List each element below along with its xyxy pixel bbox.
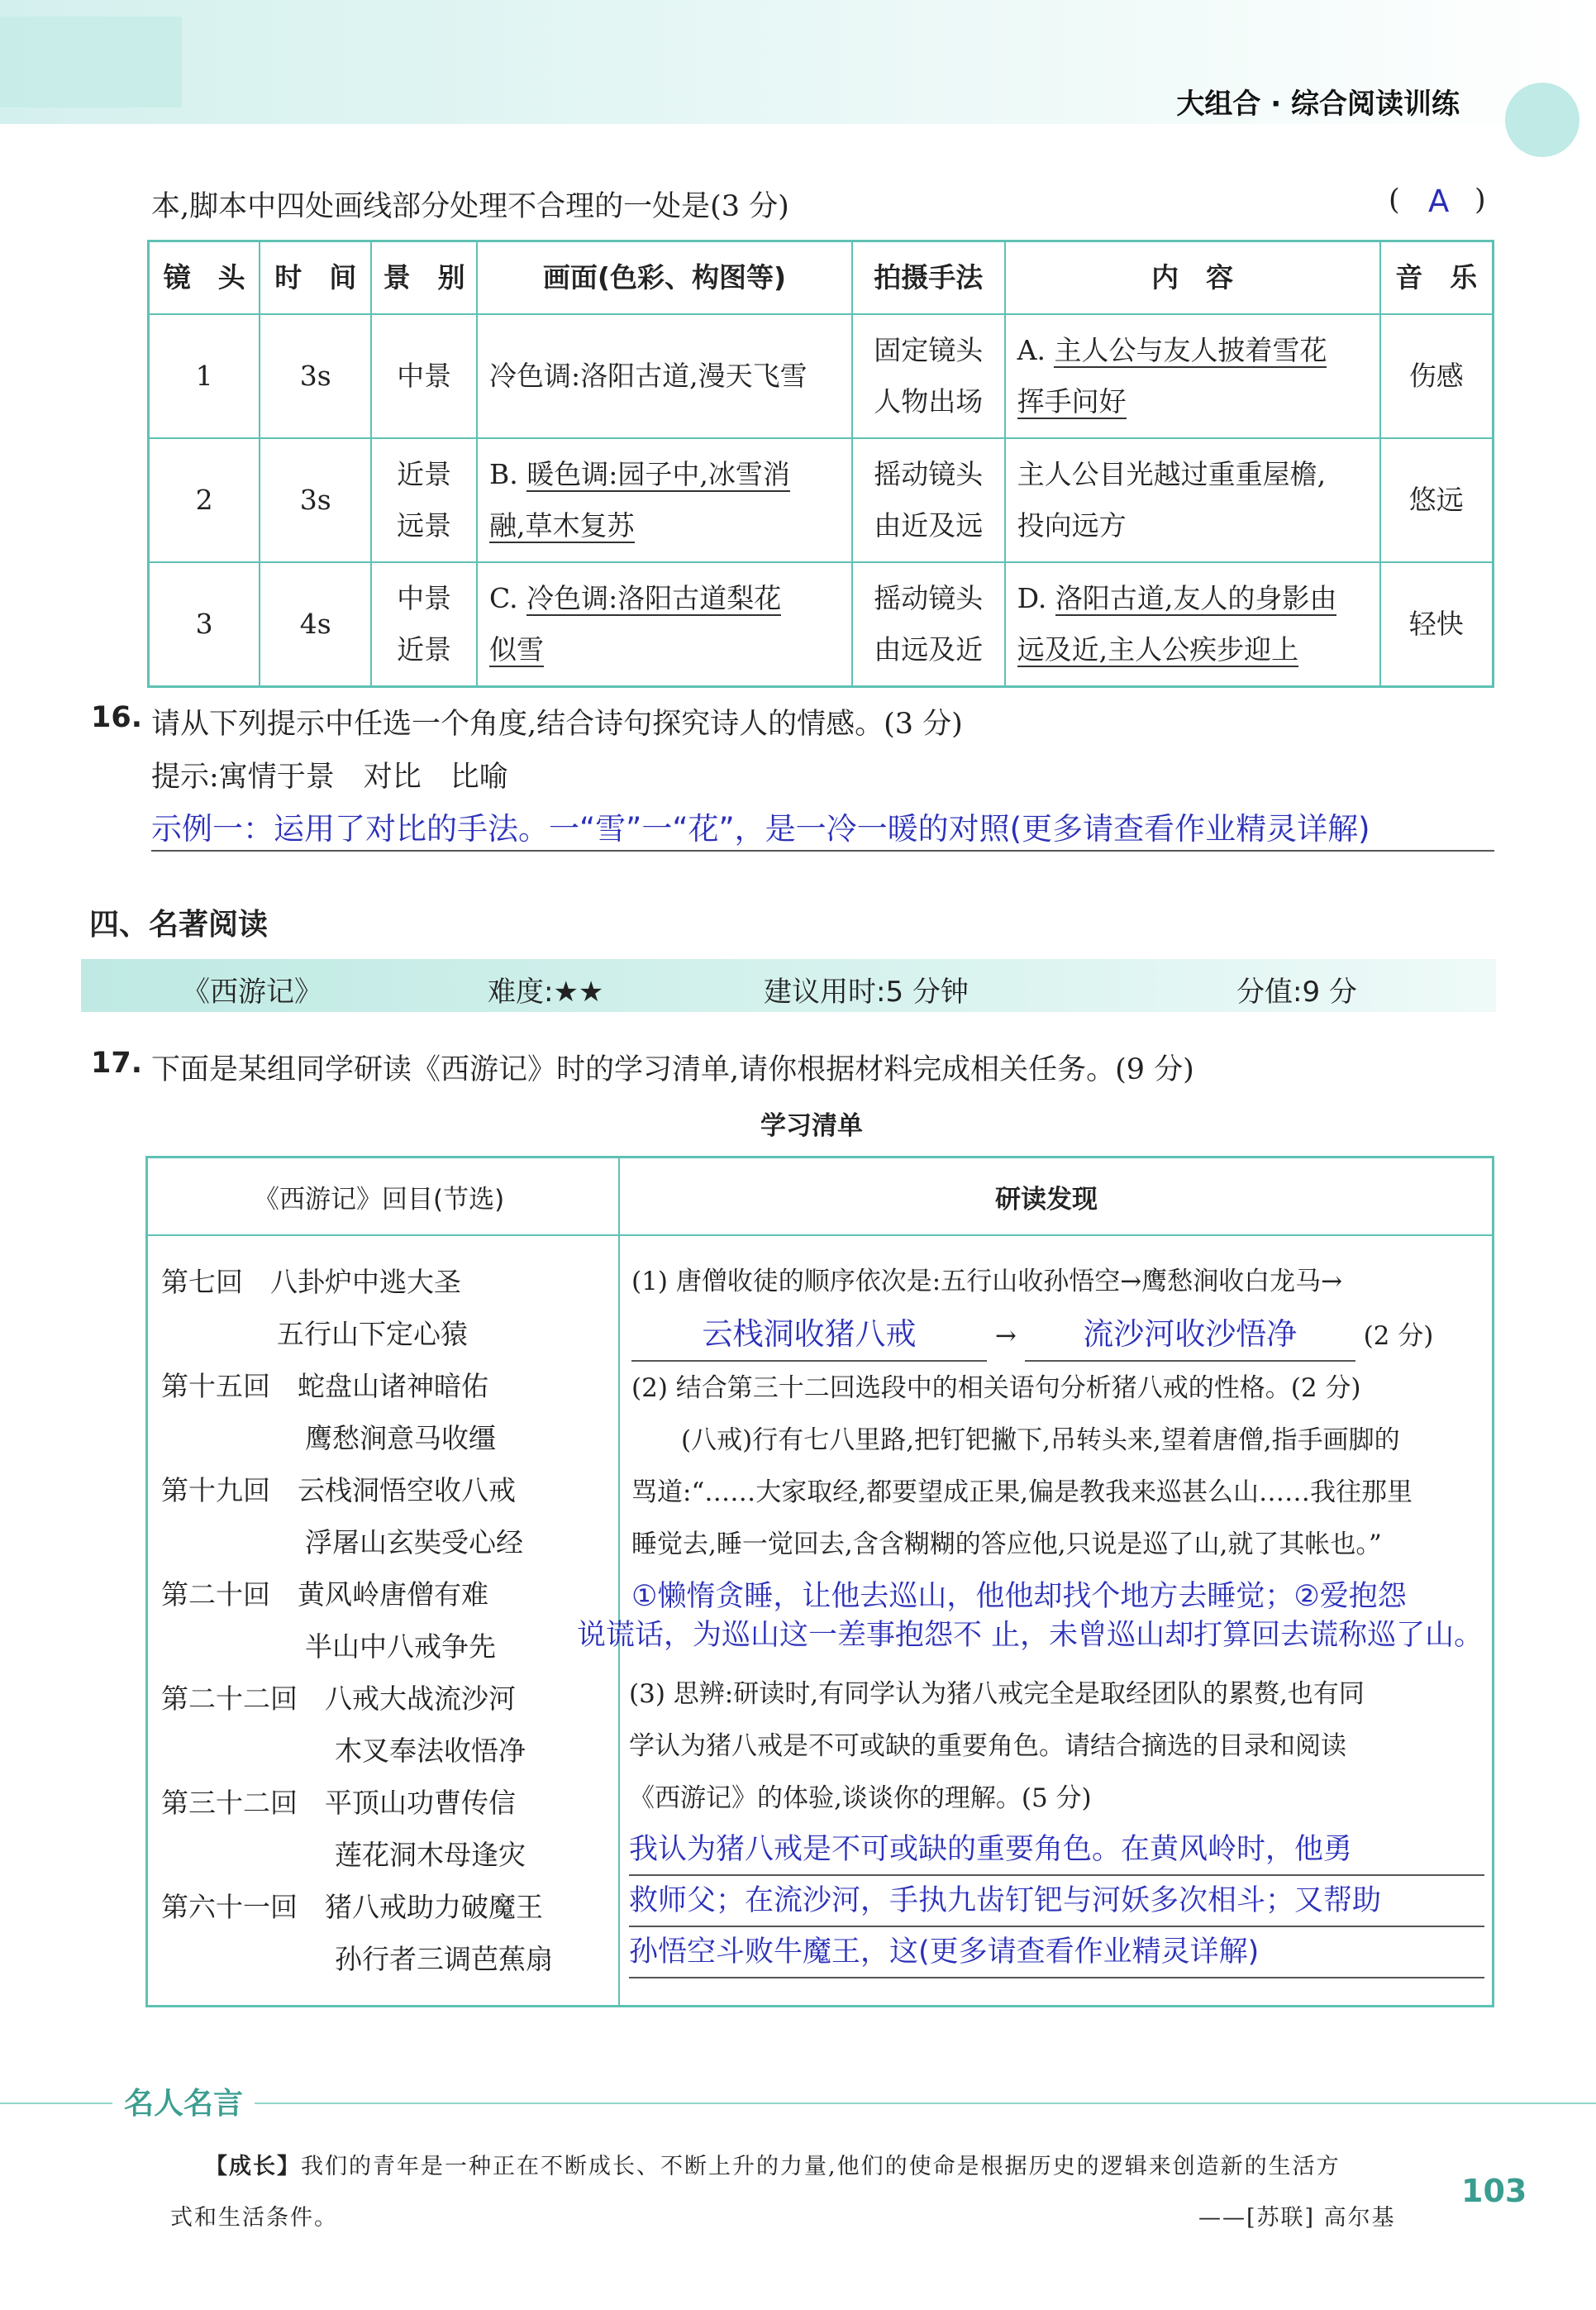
method-line2: 人物出场 (874, 385, 984, 418)
chapter-title-1: 猪八戒助力破魔王 (325, 1891, 543, 1923)
shot-col-header: 镜 头 (149, 241, 260, 315)
part2-answer-2: 说谎话，为巡山这一差事抱怨不 止，未曾巡山却打算回去谎称巡了山。 (577, 1619, 1484, 1652)
method-line1: 摇动镜头 (874, 582, 984, 614)
method-line2: 由近及远 (874, 509, 984, 542)
part2-quote-2: 骂道:“……大家取经,都要望成正果,偏是教我来巡甚么山……我往那里 (631, 1477, 1413, 1507)
chapter-title-1: 黄风岭唐僧有难 (298, 1578, 488, 1611)
q16-answer: 示例一：运用了对比的手法。一“雪”一“花”，是一冷一暖的对照(更多请查看作业精灵详解) (151, 804, 1494, 852)
option-label: A. (1017, 334, 1046, 366)
chapter-title-1: 八戒大战流沙河 (325, 1682, 516, 1715)
option-label: B. (489, 458, 518, 490)
list-item (161, 1464, 607, 1516)
underlined-text: 暖色调:园子中,冰雪消 (526, 458, 790, 490)
part2-quote-1: (八戒)行有七八里路,把钉钯撇下,吊转头来,望着唐僧,指手画脚的 (681, 1425, 1400, 1455)
chapter-number: 第十五回 (161, 1370, 270, 1402)
chapter-number: 第六十一回 (161, 1891, 298, 1923)
time-cell: 3s (260, 314, 371, 438)
list-item (161, 1881, 607, 1933)
method-col-header: 拍摄手法 (852, 241, 1005, 315)
content-cell (1005, 438, 1380, 562)
time-col-header: 时 间 (260, 241, 371, 315)
option-label: C. (489, 582, 518, 614)
difficulty: 难度:★★ (488, 976, 604, 1009)
music-cell: 轻快 (1380, 562, 1494, 687)
list-item (161, 1777, 607, 1829)
chapter-title-2: 孙行者三调芭蕉扇 (335, 1943, 553, 1975)
list-item (161, 1360, 607, 1412)
time-cell: 4s (260, 562, 371, 687)
section-title: 四、名著阅读 (89, 908, 269, 942)
underlined-text: 洛阳古道,友人的身影由 (1055, 582, 1337, 614)
part1-text: (1) 唐僧收徒的顺序依次是:五行山收孙悟空→鹰愁涧收白龙马→ (631, 1267, 1343, 1296)
quote-tag: 【成长】 (205, 2154, 301, 2179)
page-number: 103 (1461, 2173, 1527, 2209)
q15-paren-close: ) (1475, 184, 1486, 217)
q16-text: 请从下列提示中任选一个角度,结合诗句探究诗人的情感。(3 分) (151, 708, 963, 741)
findings-part1 (631, 1256, 1487, 1623)
method-line2: 由远及近 (874, 633, 984, 666)
music-col-header: 音 乐 (1380, 241, 1494, 315)
footer-label: 名人名言 (112, 2080, 255, 2122)
music-cell: 伤感 (1380, 314, 1494, 438)
chapter-number: 第十九回 (161, 1474, 270, 1506)
chapter-title-2: 半山中八戒争先 (305, 1630, 496, 1663)
shot-table (147, 240, 1494, 688)
scene-line1: 近景 (397, 458, 452, 490)
q16-hint: 提示:寓情于景 对比 比喻 (151, 761, 508, 794)
part3-answer-1: 我认为猪八戒是不可或缺的重要角色。在黄风岭时，他勇 (629, 1825, 1484, 1876)
scene-line2: 远景 (397, 509, 452, 542)
part3-answer-3: 孙悟空斗败牛魔王，这(更多请查看作业精灵详解) (629, 1927, 1484, 1978)
chapter-title-1: 平顶山功曹传信 (325, 1787, 516, 1819)
method-cell (852, 438, 1005, 562)
q16-number: 16. (91, 701, 143, 734)
findings-part3 (629, 1668, 1484, 1978)
picture-cell (477, 438, 852, 562)
table-row (149, 438, 1494, 562)
q17-number: 17. (91, 1047, 143, 1080)
shot-cell: 2 (149, 438, 260, 562)
part3-text-3: 《西游记》的体验,谈谈你的理解。(5 分) (629, 1783, 1092, 1813)
underlined-text: 冷色调:洛阳古道梨花 (526, 582, 782, 614)
chapter-title-2: 五行山下定心猿 (277, 1318, 468, 1350)
header-title: 大组合 · 综合阅读训练 (1176, 88, 1460, 121)
quote-text-1: 我们的青年是一种正在不断成长、不断上升的力量,他们的使命是根据历史的逻辑来创造新的生活方 (301, 2154, 1341, 2179)
part2-quote-3: 睡觉去,睡一觉回去,含含糊糊的答应他,只说是巡了山,就了其帐也。” (631, 1530, 1382, 1559)
chapter-title-2: 浮屠山玄奘受心经 (305, 1526, 523, 1558)
score-value: 分值:9 分 (1236, 976, 1357, 1009)
chapter-number: 第二十回 (161, 1578, 270, 1611)
chapter-number: 第三十二回 (161, 1787, 298, 1819)
part3-text-2: 学认为猪八戒是不可或缺的重要角色。请结合摘选的目录和阅读 (629, 1731, 1346, 1761)
part3-answer-2: 救师父；在流沙河，手执九齿钉钯与河妖多次相斗；又帮助 (629, 1876, 1484, 1927)
part1-score: (2 分) (1363, 1321, 1434, 1351)
suggested-time: 建议用时:5 分钟 (764, 976, 969, 1009)
list-item (161, 1568, 607, 1620)
chapters-header: 《西游记》回目(节选) (254, 1185, 505, 1215)
method-line1: 摇动镜头 (874, 458, 984, 490)
table-row (149, 314, 1494, 438)
picture-text: 冷色调:洛阳古道,漫天飞雪 (489, 360, 808, 392)
content-cell (1005, 562, 1380, 687)
footer-quote-line2: 式和生活条件。 (170, 2205, 338, 2231)
method-cell (852, 314, 1005, 438)
book-title: 《西游记》 (182, 976, 322, 1009)
list-title: 学习清单 (760, 1111, 863, 1141)
chapter-title-1: 八卦炉中逃大圣 (270, 1266, 461, 1298)
q15-answer: A (1428, 184, 1450, 219)
part2-answer-1: ①懒惰贪睡，让他去巡山，他他却找个地方去睡觉；②爱抱怨 (631, 1580, 1407, 1613)
chapter-number: 第二十二回 (161, 1682, 298, 1715)
underlined-text: 融,草木复苏 (489, 509, 635, 542)
content-col-header: 内 容 (1005, 241, 1380, 315)
scene-line1: 中景 (397, 582, 452, 614)
chapter-title-1: 云栈洞悟空收八戒 (298, 1474, 516, 1506)
arrow-icon: → (994, 1321, 1017, 1351)
part1-answer-1: 云栈洞收猪八戒 (631, 1308, 987, 1362)
underlined-text: 主人公与友人披着雪花 (1054, 334, 1327, 366)
content-cell (1005, 314, 1380, 438)
scene-cell: 中景 (371, 314, 477, 438)
underlined-text: 挥手问好 (1017, 385, 1127, 418)
time-cell: 3s (260, 438, 371, 562)
picture-cell (477, 314, 852, 438)
music-cell: 悠远 (1380, 438, 1494, 562)
chapter-title-2: 莲花洞木母逢灾 (335, 1839, 526, 1871)
shot-table-header (149, 241, 1494, 315)
list-item (161, 1256, 607, 1308)
header-circle-decoration (1505, 83, 1579, 157)
header-decoration (0, 17, 182, 107)
list-item (161, 1673, 607, 1725)
footer-quote-line1 (205, 2148, 1341, 2180)
scene-cell (371, 562, 477, 687)
scene-line2: 近景 (397, 633, 452, 666)
reading-info-bar (81, 959, 1496, 1012)
table-row (149, 562, 1494, 687)
list-column-divider (618, 1158, 620, 2005)
chapter-list (161, 1256, 607, 1985)
q15-paren-open: ( (1389, 184, 1400, 217)
method-line1: 固定镜头 (874, 334, 984, 366)
findings-header: 研读发现 (995, 1185, 1098, 1215)
method-cell (852, 562, 1005, 687)
underlined-text: 似雪 (489, 633, 544, 666)
picture-col-header: 画面(色彩、构图等) (477, 241, 852, 315)
part2-text: (2) 结合第三十二回选段中的相关语句分析猪八戒的性格。(2 分) (631, 1373, 1361, 1403)
part3-text-1: (3) 思辨:研读时,有同学认为猪八戒完全是取经团队的累赘,也有同 (629, 1679, 1365, 1709)
picture-cell (477, 562, 852, 687)
footer-author: ——[苏联] 高尔基 (1198, 2205, 1396, 2231)
content-line2: 投向远方 (1017, 509, 1127, 542)
chapter-title-1: 蛇盘山诸神暗佑 (298, 1370, 488, 1402)
scene-cell (371, 438, 477, 562)
part1-answers (631, 1308, 1487, 1363)
shot-cell: 1 (149, 314, 260, 438)
scene-col-header: 景 别 (371, 241, 477, 315)
q15-text: 本,脚本中四处画线部分处理不合理的一处是(3 分) (151, 190, 789, 223)
underlined-text: 远及近,主人公疾步迎上 (1017, 633, 1299, 666)
chapter-title-2: 鹰愁涧意马收缰 (305, 1422, 496, 1454)
shot-cell: 3 (149, 562, 260, 687)
option-label: D. (1017, 582, 1047, 614)
q17-text: 下面是某组同学研读《西游记》时的学习清单,请你根据材料完成相关任务。(9 分) (151, 1053, 1194, 1086)
chapter-title-2: 木叉奉法收悟净 (335, 1735, 526, 1767)
chapter-number: 第七回 (161, 1266, 243, 1298)
content-line1: 主人公目光越过重重屋檐, (1017, 458, 1327, 490)
part1-answer-2: 流沙河收沙悟净 (1025, 1308, 1355, 1362)
